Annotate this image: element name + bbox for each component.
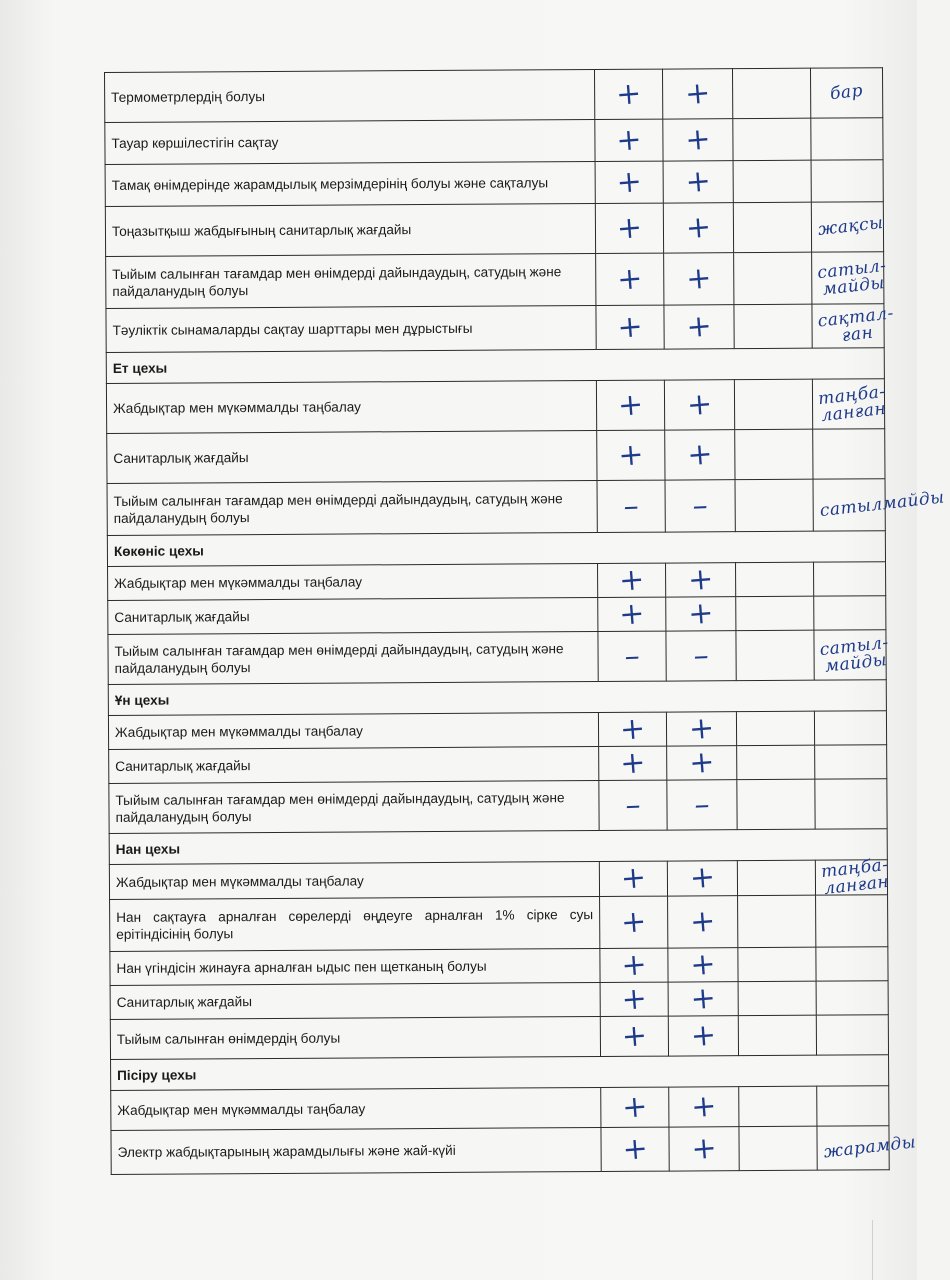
empty-cell	[734, 304, 812, 348]
handwritten-note: таңба-ланған	[820, 854, 891, 899]
empty-cell	[733, 160, 811, 202]
empty-cell	[734, 252, 812, 304]
criterion-label: Тыйым салынған тағамдар мен өнімдерді дайындаудың, сатудың және пайдаланудың болуы	[106, 254, 596, 309]
mark-cell	[599, 780, 667, 830]
note-cell	[814, 630, 890, 680]
mark-cell	[663, 119, 733, 161]
plus-mark: +	[620, 1088, 649, 1126]
empty-cell	[736, 596, 814, 630]
mark-cell	[662, 69, 732, 119]
checklist-row	[107, 429, 885, 484]
mark-cell	[666, 560, 736, 598]
plus-mark: +	[684, 162, 712, 200]
checklist-row	[108, 596, 886, 635]
note-cell	[815, 854, 891, 899]
mark-cell	[597, 480, 665, 532]
plus-mark: +	[615, 209, 644, 247]
plus-mark: +	[688, 859, 717, 897]
note-cell	[812, 379, 888, 429]
plus-mark: +	[619, 859, 648, 897]
criterion-label: Санитарлық жағдайы	[110, 982, 600, 1019]
criterion-label: Жабдықтар мен мүкәммалды таңбалау	[106, 380, 596, 433]
inspection-checklist-table	[104, 67, 946, 1175]
mark-cell	[666, 594, 736, 632]
plus-mark: +	[616, 436, 645, 474]
section-row	[106, 348, 884, 384]
mark-cell	[600, 896, 668, 948]
mark-cell	[601, 1087, 669, 1127]
mark-cell	[667, 780, 737, 830]
section-title: Нан цехы	[109, 829, 887, 865]
section-row	[111, 1055, 889, 1091]
plus-mark: +	[686, 560, 715, 598]
checklist-row	[107, 479, 885, 536]
section-row	[108, 680, 886, 716]
checklist-row	[111, 1126, 889, 1175]
section-title: Ет цехы	[106, 348, 884, 384]
mark-cell	[664, 305, 734, 349]
note-cell	[816, 947, 888, 981]
checklist-row	[109, 745, 887, 784]
note-cell	[812, 302, 895, 348]
criterion-label: Электр жабдықтарының жарамдылығы және жай-күйі	[111, 1127, 601, 1174]
note-cell	[811, 202, 883, 252]
criterion-label: Жабдықтар мен мүкәммалды таңбалау	[109, 861, 599, 899]
empty-cell	[739, 1126, 817, 1170]
mark-cell	[669, 1087, 739, 1127]
checklist-row	[110, 981, 888, 1020]
criterion-label: Жабдықтар мен мүкәммалды таңбалау	[108, 712, 598, 749]
minus-mark: –	[691, 487, 709, 524]
mark-cell	[666, 631, 736, 681]
empty-cell	[736, 711, 814, 745]
checklist-row	[108, 711, 886, 750]
empty-cell	[733, 202, 811, 252]
mark-cell	[664, 253, 734, 305]
checklist-row	[108, 630, 886, 685]
checklist-row	[105, 68, 883, 123]
plus-mark: +	[615, 121, 643, 159]
plus-mark: +	[685, 385, 714, 423]
mark-cell	[598, 597, 666, 631]
note-cell	[814, 596, 886, 630]
mark-cell	[663, 161, 733, 203]
mark-cell	[595, 161, 663, 203]
checklist-row	[105, 202, 883, 257]
criterion-label: Тоңазытқыш жабдығының санитарлық жағдайы	[105, 204, 595, 257]
minus-mark: –	[622, 487, 640, 524]
mark-cell	[595, 119, 663, 161]
minus-mark: –	[692, 637, 710, 674]
checklist-row	[109, 779, 887, 834]
empty-cell	[738, 947, 816, 981]
section-title: Пісіру цехы	[111, 1055, 889, 1091]
criterion-label: Тыйым салынған тағамдар мен өнімдерді дайындаудың, сатудың және пайдаланудың болуы	[109, 780, 599, 833]
empty-cell	[736, 562, 814, 596]
note-cell	[817, 1126, 918, 1170]
plus-mark: +	[689, 1087, 718, 1125]
plus-mark: +	[683, 74, 712, 112]
mark-cell	[598, 563, 666, 597]
note-cell	[814, 562, 886, 596]
empty-cell	[739, 1086, 817, 1126]
empty-cell	[736, 630, 814, 680]
criterion-label: Санитарлық жағдайы	[109, 746, 599, 783]
plus-mark: +	[620, 1017, 649, 1055]
handwritten-note: бар	[829, 80, 865, 105]
mark-cell	[666, 709, 736, 747]
criterion-label: Нан сақтауға арналған сөрелерді өңдеуге арналған 1% сірке суы ерітіндісінің болуы	[110, 896, 600, 951]
empty-cell	[732, 68, 810, 118]
plus-mark: +	[616, 308, 644, 346]
mark-cell	[601, 1127, 669, 1171]
criterion-label: Санитарлық жағдайы	[107, 430, 597, 483]
empty-cell	[737, 779, 815, 829]
plus-mark: +	[614, 75, 643, 113]
note-cell	[811, 160, 883, 202]
plus-mark: +	[620, 980, 648, 1018]
note-cell	[810, 68, 882, 118]
empty-cell	[735, 479, 813, 531]
mark-cell	[665, 430, 735, 480]
checklist-row	[105, 118, 883, 165]
handwritten-note: жақсы	[817, 212, 885, 241]
empty-cell	[733, 118, 811, 160]
mark-cell	[667, 861, 737, 896]
mark-cell	[664, 380, 734, 430]
checklist-row	[110, 947, 888, 986]
note-cell	[816, 1015, 888, 1055]
mark-cell	[599, 746, 667, 780]
plus-mark: +	[615, 260, 644, 298]
note-cell	[814, 711, 886, 745]
plus-mark: +	[687, 743, 716, 781]
mark-cell	[600, 1016, 668, 1056]
section-title: Көкөніс цехы	[107, 531, 885, 567]
empty-cell	[734, 379, 812, 429]
note-cell	[815, 745, 887, 779]
mark-cell	[598, 712, 666, 746]
edge-line	[872, 1220, 873, 1280]
plus-mark: +	[617, 561, 646, 599]
checklist-row	[111, 1086, 889, 1131]
plus-mark: +	[684, 259, 713, 297]
plus-mark: +	[621, 1130, 649, 1168]
mark-cell	[600, 948, 668, 982]
plus-mark: +	[618, 744, 647, 782]
note-cell	[813, 429, 885, 479]
mark-cell	[668, 945, 738, 983]
criterion-label: Жабдықтар мен мүкәммалды таңбалау	[108, 563, 598, 600]
handwritten-note: сатылмайды	[818, 487, 946, 522]
section-row	[109, 829, 887, 865]
note-cell	[816, 981, 888, 1015]
mark-cell	[596, 305, 664, 349]
plus-mark: +	[687, 709, 716, 747]
empty-cell	[738, 1015, 816, 1055]
criterion-label: Тыйым салынған тағамдар мен өнімдерді дайындаудың, сатудың және пайдаланудың болуы	[107, 480, 597, 535]
mark-cell	[597, 430, 665, 480]
plus-mark: +	[618, 710, 647, 748]
plus-mark: +	[684, 120, 712, 158]
plus-mark: +	[690, 1129, 718, 1167]
criterion-label: Тыйым салынған тағамдар мен өнімдерді дайындаудың, сатудың және пайдаланудың болуы	[108, 631, 598, 684]
plus-mark: +	[686, 594, 715, 632]
empty-cell	[738, 981, 816, 1015]
handwritten-note: жарамды	[822, 1132, 918, 1163]
checklist-row	[110, 895, 888, 952]
plus-mark: +	[684, 208, 713, 246]
checklist-row	[106, 304, 884, 353]
plus-mark: +	[685, 307, 713, 345]
checklist-row	[110, 1015, 888, 1060]
mark-cell	[599, 861, 667, 896]
note-cell	[817, 1086, 889, 1126]
note-cell	[813, 479, 946, 531]
checklist-row	[106, 252, 884, 309]
checklist-body	[105, 68, 946, 1175]
empty-cell	[735, 429, 813, 479]
mark-cell	[667, 743, 737, 781]
mark-cell	[665, 480, 735, 532]
criterion-label: Тауар көршілестігін сақтау	[105, 120, 595, 165]
criterion-label: Жабдықтар мен мүкәммалды таңбалау	[111, 1087, 601, 1130]
mark-cell	[669, 1127, 739, 1171]
mark-cell	[596, 380, 664, 430]
checklist-row	[108, 562, 886, 601]
plus-mark: +	[689, 945, 717, 983]
plus-mark: +	[617, 595, 646, 633]
mark-cell	[596, 253, 664, 305]
section-row	[107, 531, 885, 567]
minus-mark: –	[624, 786, 642, 823]
plus-mark: +	[616, 386, 645, 424]
plus-mark: +	[689, 979, 717, 1017]
plus-mark: +	[619, 903, 648, 941]
checklist-row	[109, 860, 887, 900]
criterion-label: Тәуліктік сынамаларды сақтау шарттары мен дұрыстығы	[106, 305, 596, 352]
criterion-label: Санитарлық жағдайы	[108, 597, 598, 634]
mark-cell	[595, 203, 663, 253]
criterion-label: Тамақ өнімдерінде жарамдылық мерзімдерінің болуы және сақталуы	[105, 162, 595, 207]
plus-mark: +	[688, 902, 717, 940]
checklist-row	[106, 379, 884, 434]
minus-mark: –	[623, 637, 641, 674]
plus-mark: +	[615, 163, 643, 201]
plus-mark: +	[685, 435, 714, 473]
criterion-label: Тыйым салынған өнімдердің болуы	[110, 1016, 600, 1059]
mark-cell	[598, 631, 666, 681]
criterion-label: Нан үгіндісін жинауға арналған ыдыс пен щетканың болуы	[110, 948, 600, 985]
mark-cell	[668, 1016, 738, 1056]
mark-cell	[668, 896, 738, 948]
checklist-row	[105, 160, 883, 207]
minus-mark: –	[693, 786, 711, 823]
handwritten-note: сатыл-майды	[818, 632, 890, 677]
plus-mark: +	[689, 1016, 718, 1054]
mark-cell	[668, 979, 738, 1017]
mark-cell	[663, 203, 733, 253]
mark-cell	[594, 69, 662, 119]
mark-cell	[600, 982, 668, 1016]
note-cell	[816, 895, 888, 947]
empty-cell	[738, 895, 816, 947]
criterion-label: Термометрлердің болуы	[105, 70, 595, 123]
note-cell	[812, 252, 888, 304]
section-title: Ұн цехы	[108, 680, 886, 716]
handwritten-note: таңба-ланған	[817, 381, 888, 426]
empty-cell	[737, 745, 815, 779]
plus-mark: +	[620, 946, 648, 984]
handwritten-note: сақтал-ған	[816, 302, 895, 346]
empty-cell	[737, 860, 815, 895]
handwritten-note: сатыл-майды	[816, 255, 888, 300]
note-cell	[815, 779, 887, 829]
note-cell	[811, 118, 883, 160]
